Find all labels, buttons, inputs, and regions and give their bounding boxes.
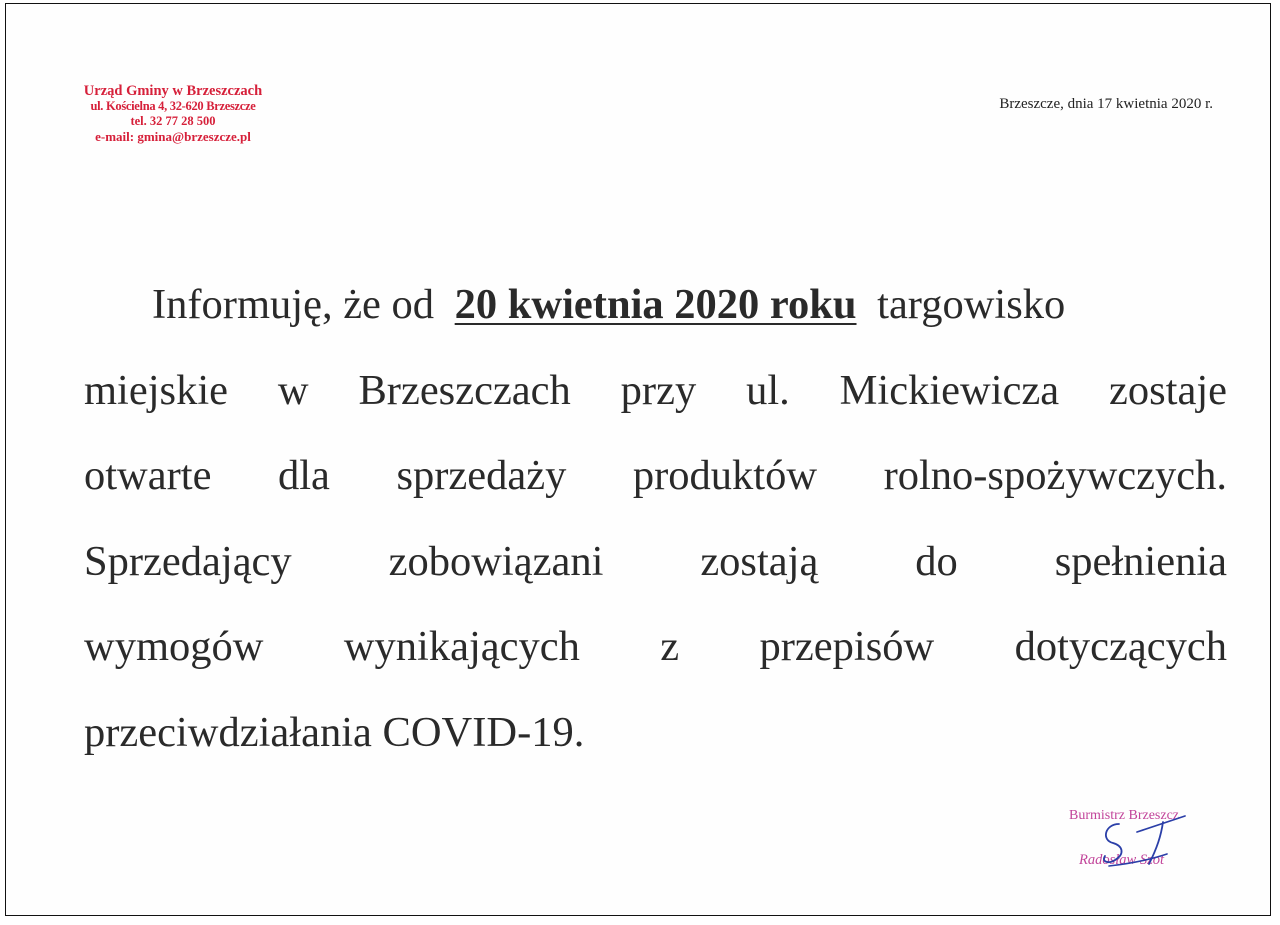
word: z — [660, 623, 680, 670]
word: spełnienia — [1054, 537, 1227, 585]
word: przepisów — [759, 623, 935, 670]
header-stamp — [58, 84, 288, 144]
word: zostaje — [1109, 366, 1227, 414]
opening-date: 20 kwietnia 2020 roku — [454, 281, 857, 328]
body-line-5 — [84, 604, 1227, 690]
word: ul. — [746, 366, 790, 414]
body-line-3 — [84, 433, 1227, 519]
header-organization: Urząd Gminy w Brzeszczach — [83, 83, 263, 99]
word: dla — [277, 452, 330, 499]
word: dotyczących — [1014, 623, 1227, 670]
word: sprzedaży — [396, 452, 567, 499]
handwritten-signature-icon — [1087, 810, 1197, 875]
body-line-6: przeciwdziałania COVID-19. — [84, 708, 585, 756]
header-address: ul. Kościelna 4, 32-620 Brzeszcze — [90, 99, 256, 113]
word: rolno-spożywczych. — [883, 452, 1227, 499]
word: w — [277, 366, 309, 414]
body-line-4 — [84, 519, 1227, 605]
date-line: Brzeszcze, dnia 17 kwietnia 2020 r. — [999, 96, 1213, 112]
word: przy — [620, 366, 697, 414]
word: Mickiewicza — [839, 366, 1060, 414]
word: wymogów — [84, 623, 264, 670]
word: zobowiązani — [388, 537, 604, 585]
word: do — [915, 537, 958, 585]
word: Brzeszczach — [358, 366, 571, 414]
body-line-1-start: Informuję, że od — [152, 281, 435, 328]
body-line-1-end: targowisko — [877, 281, 1066, 328]
document-page — [5, 3, 1271, 916]
word: wynikających — [343, 623, 580, 670]
word: zostają — [700, 537, 819, 585]
body-line-1 — [84, 262, 1227, 348]
word: produktów — [632, 452, 818, 499]
body-line-2 — [84, 348, 1227, 434]
header-email: e-mail: gmina@brzeszcze.pl — [95, 129, 251, 144]
word: Sprzedający — [84, 537, 292, 585]
signature-name: Radosław Szot — [1079, 852, 1164, 868]
word: otwarte — [84, 452, 212, 499]
signature-stamp — [1069, 800, 1229, 880]
header-phone: tel. 32 77 28 500 — [130, 114, 216, 128]
signature-title: Burmistrz Brzeszcz — [1069, 808, 1180, 823]
announcement-text — [84, 262, 1227, 775]
word: miejskie — [84, 366, 228, 414]
